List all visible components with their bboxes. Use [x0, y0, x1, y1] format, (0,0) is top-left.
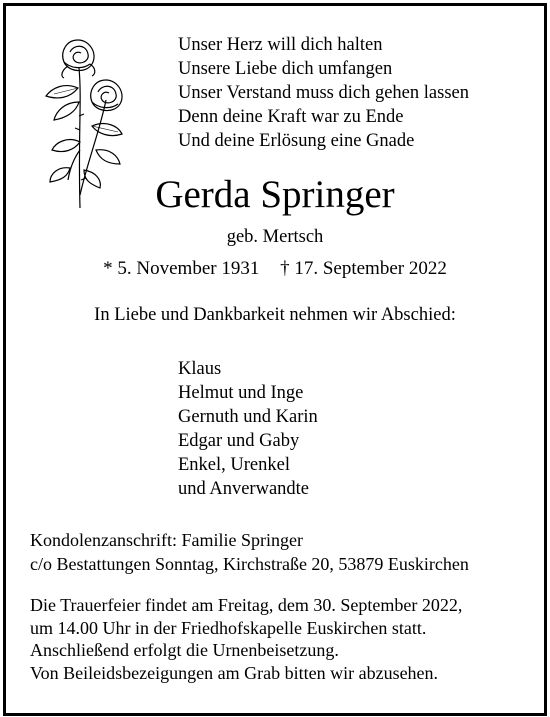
poem-line: Unser Herz will dich halten	[178, 35, 383, 55]
birth-date: * 5. November 1931	[103, 258, 260, 279]
death-date: † 17. September 2022	[280, 258, 447, 279]
poem-line: Und deine Erlösung eine Gnade	[178, 131, 415, 151]
mourner: Edgar und Gaby	[178, 431, 300, 451]
poem	[178, 33, 469, 153]
poem-line: Unser Verstand muss dich gehen lassen	[178, 83, 469, 103]
poem-line: Denn deine Kraft war zu Ende	[178, 107, 404, 127]
mourner: Enkel, Urenkel	[178, 455, 290, 475]
condolence-line: c/o Bestattungen Sonntag, Kirchstraße 20, 53879 Euskirchen	[30, 554, 469, 574]
life-dates	[0, 258, 550, 280]
condolence-address	[30, 528, 469, 576]
service-info	[30, 594, 462, 684]
mourner: Gernuth und Karin	[178, 407, 318, 427]
service-line: Von Beileidsbezeigungen am Grab bitten wir abzusehen.	[30, 662, 439, 683]
service-line: Anschließend erfolgt die Urnenbeisetzung.	[30, 640, 339, 660]
service-line: Die Trauerfeier findet am Freitag, dem 30. September 2022,	[30, 595, 463, 615]
condolence-line: Kondolenzanschrift: Familie Springer	[30, 530, 303, 550]
farewell-text: In Liebe und Dankbarkeit nehmen wir Abschied:	[94, 305, 456, 325]
mourner: Helmut und Inge	[178, 383, 304, 403]
poem-line: Unsere Liebe dich umfangen	[178, 59, 393, 79]
mourners-list	[178, 357, 318, 501]
mourner: Klaus	[178, 359, 222, 379]
mourner: und Anverwandte	[178, 479, 310, 499]
birth-name: geb. Mertsch	[226, 227, 324, 247]
deceased-name: Gerda Springer	[155, 173, 395, 216]
service-line: um 14.00 Uhr in der Friedhofskapelle Euskirchen statt.	[30, 617, 427, 638]
